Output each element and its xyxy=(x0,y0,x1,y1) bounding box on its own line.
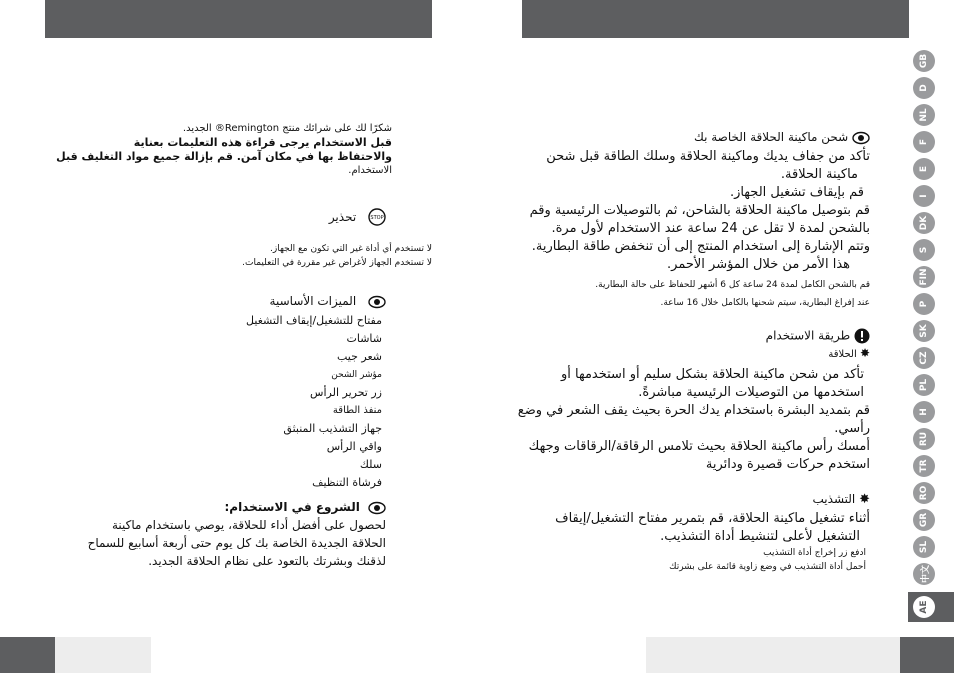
language-tab[interactable]: GR xyxy=(913,509,935,531)
start-line: لحصول على أفضل أداء للحلاقة، يوصي باستخدام ماكينة xyxy=(111,518,386,532)
shaving-heading xyxy=(828,346,870,360)
warning-lines xyxy=(242,242,432,270)
warning-title: تحذير xyxy=(328,209,357,224)
active-language-tab-bg xyxy=(908,592,954,622)
language-tab[interactable]: D xyxy=(913,77,935,99)
start-heading xyxy=(224,500,386,515)
shaving-line: استخدم حركات قصيرة ودائرية xyxy=(705,457,870,472)
language-tab[interactable]: SL xyxy=(913,536,935,558)
features-heading xyxy=(270,294,386,309)
active-language-tab[interactable]: AE xyxy=(913,596,935,618)
language-tab[interactable]: NL xyxy=(913,104,935,126)
shaving-line: أمسك رأس ماكينة الحلاقة بحيث تلامس الرقاقة/الرقاقات وجهك xyxy=(528,439,870,454)
features-list xyxy=(246,312,382,492)
charge-note: قم بالشحن الكامل لمدة 24 ساعة كل 6 أشهر للحفاظ على حالة البطارية. xyxy=(595,280,870,290)
language-tab[interactable]: F xyxy=(913,131,935,153)
trim-lines xyxy=(555,510,870,546)
shaving-lines xyxy=(518,366,870,474)
feature-item: شاشات xyxy=(346,332,382,345)
usage-heading xyxy=(766,328,870,344)
charge-notes xyxy=(595,276,870,312)
charge-line: ماكينة الحلاقة. xyxy=(780,167,858,182)
start-title: الشروع في الاستخدام: xyxy=(224,500,360,514)
charge-line: بالشحن لمدة لا تقل عن 24 ساعة عند الاستخدام لأول مرة. xyxy=(551,221,870,236)
trim-heading xyxy=(813,492,870,507)
feature-item: سلك xyxy=(359,458,382,471)
feature-item: واقي الرأس xyxy=(326,440,382,453)
charge-heading xyxy=(694,130,870,145)
shaving-line: تأكد من شحن ماكينة الحلاقة بشكل سليم أو استخدمها أو xyxy=(560,367,864,382)
start-lines xyxy=(88,516,386,570)
language-tab[interactable]: DK xyxy=(913,212,935,234)
intro-line-3: والاحتفاظ بها في مكان آمن. قم بإزالة جميع مواد التغليف قبل xyxy=(56,150,392,163)
left-header-bar xyxy=(45,0,432,38)
intro-text xyxy=(56,122,392,178)
warning-heading xyxy=(329,208,386,226)
stop-icon xyxy=(368,208,386,226)
eye-icon xyxy=(368,501,386,515)
charge-note: عند إفراغ البطارية، سيتم شحنها بالكامل خلال 16 ساعة. xyxy=(660,298,870,308)
language-tab[interactable]: E xyxy=(913,158,935,180)
feature-item: مفتاح للتشغيل/إيقاف التشغيل xyxy=(246,314,382,327)
right-header-bar xyxy=(522,0,909,38)
charge-line: تأكد من جفاف يديك وماكينة الحلاقة وسلك الطاقة قبل شحن xyxy=(546,149,870,164)
charge-title: شحن ماكينة الحلاقة الخاصة بك xyxy=(693,130,849,144)
intro-line-4: الاستخدام. xyxy=(348,165,392,176)
shaving-line: رأسي. xyxy=(834,421,870,436)
start-line: الحلاقة الجديدة الخاصة بك كل يوم حتى أربعة أسابيع للسماح xyxy=(87,536,386,550)
shaving-title: الحلاقة xyxy=(828,349,857,360)
language-tab[interactable]: GB xyxy=(913,50,935,72)
charge-line: هذا الأمر من خلال المؤشر الأحمر. xyxy=(667,257,850,272)
trim-title: التشذيب xyxy=(812,492,856,506)
language-tab[interactable]: PL xyxy=(913,374,935,396)
language-tab[interactable]: TR xyxy=(913,455,935,477)
language-tab[interactable]: CZ xyxy=(913,347,935,369)
intro-line-2: قبل الاستخدام يرجى قراءة هذه التعليمات بعناية xyxy=(133,136,392,149)
start-line: لذقنك وبشرتك بالتعود على نظام الحلاقة الجديد. xyxy=(148,554,386,568)
warning-line: لا تستخدم أي أداة غير التي تكون مع الجهاز. xyxy=(270,244,432,254)
language-tab[interactable]: H xyxy=(913,401,935,423)
language-tab[interactable]: S xyxy=(913,239,935,261)
sparkle-icon: ✸ xyxy=(859,492,870,507)
warning-line: لا تستخدم الجهاز لأغراض غير مقررة في التعليمات. xyxy=(242,258,432,268)
eye-icon xyxy=(368,295,386,309)
left-footer-light xyxy=(55,637,151,673)
trim-note: ادفع زر إخراج أداة التشذيب xyxy=(763,548,866,558)
feature-item: شعر جيب xyxy=(336,350,382,363)
features-title: الميزات الأساسية xyxy=(269,294,357,308)
svg-text:STOP: STOP xyxy=(370,215,384,221)
language-tab[interactable]: I xyxy=(913,185,935,207)
right-footer-light xyxy=(646,637,900,673)
feature-item: منفذ الطاقة xyxy=(332,405,382,416)
language-tab[interactable]: P xyxy=(913,293,935,315)
feature-item: جهاز التشذيب المنبثق xyxy=(283,422,382,435)
eye-icon xyxy=(852,131,870,145)
language-tab[interactable]: 中文 xyxy=(913,563,935,585)
trim-note: أحمل أداة التشذيب في وضع زاوية قائمة على بشرتك xyxy=(669,562,866,572)
charge-line: قم بتوصيل ماكينة الحلاقة بالشاحن، ثم بالتوصيلات الرئيسية وقم xyxy=(529,203,870,218)
charge-line: وتتم الإشارة إلى استخدام المنتج إلى أن تنخفض طاقة البطارية. xyxy=(531,239,870,254)
feature-item: فرشاة التنظيف xyxy=(312,476,382,489)
language-tab[interactable]: FIN xyxy=(913,266,935,288)
shaving-line: قم بتمديد البشرة باستخدام يدك الحرة بحيث يقف الشعر في وضع xyxy=(517,403,870,418)
intro-line-1: شكرًا لك على شرائك منتج Remington® الجديد. xyxy=(182,123,392,134)
left-footer-dark xyxy=(0,637,55,673)
language-tab[interactable]: RU xyxy=(913,428,935,450)
feature-item: زر تحرير الرأس xyxy=(310,386,382,399)
right-footer-dark xyxy=(900,637,954,673)
language-tab[interactable]: SK xyxy=(913,320,935,342)
charge-lines xyxy=(530,148,870,274)
sparkle-icon: ✸ xyxy=(859,346,870,360)
usage-title: طريقة الاستخدام xyxy=(765,328,851,343)
language-tab[interactable]: RO xyxy=(913,482,935,504)
shaving-line: استخدمها من التوصيلات الرئيسية مباشرةً. xyxy=(638,385,864,400)
language-tabs xyxy=(910,50,938,590)
charge-line: قم بإيقاف تشغيل الجهاز. xyxy=(729,185,864,200)
feature-item: مؤشر الشحن xyxy=(331,370,382,380)
trim-notes xyxy=(669,546,866,574)
exclamation-icon xyxy=(854,328,870,344)
trim-line: أثناء تشغيل ماكينة الحلاقة، قم بتمرير مفتاح التشغيل/إيقاف xyxy=(555,511,870,526)
trim-line: التشغيل لأعلى لتنشيط أداة التشذيب. xyxy=(660,529,860,544)
